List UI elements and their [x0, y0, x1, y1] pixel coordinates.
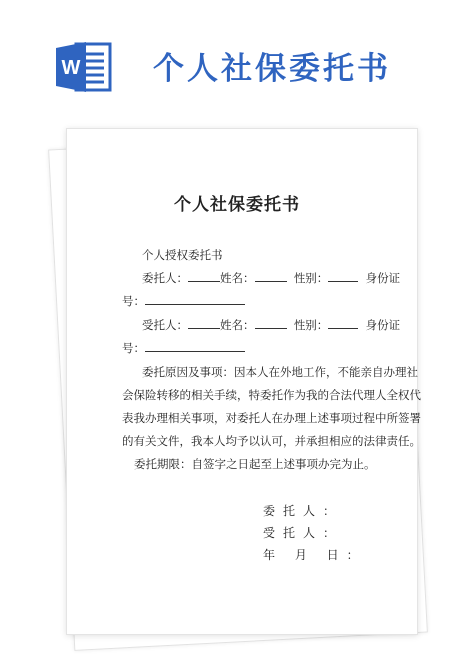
principal-blank — [188, 270, 220, 282]
signature-date: 年 月 日： — [263, 548, 367, 562]
reason-line-4: 的有关文件，我本人均予以认可，并承担相应的法律责任。 — [122, 434, 421, 448]
word-doc-icon — [54, 38, 112, 96]
principal-name-label: 姓名： — [220, 271, 255, 285]
agent-line — [142, 317, 400, 333]
agent-name-label: 姓名： — [220, 318, 255, 332]
reason-line-3: 表我办理相关事项，对委托人在办理上述事项过程中所签署 — [122, 411, 421, 425]
agent-label: 受托人： — [142, 318, 188, 332]
period-line: 委托期限：自签字之日起至上述事项办完为止。 — [134, 457, 376, 471]
agent-gender-blank — [328, 317, 358, 329]
agent-blank — [188, 317, 220, 329]
reason-line-1: 委托原因及事项：因本人在外地工作，不能亲自办理社 — [142, 365, 418, 379]
reason-line-2: 会保险转移的相关手续，特委托作为我的合法代理人全权代 — [122, 388, 421, 402]
agent-id-label-cont: 号： — [122, 341, 145, 355]
principal-gender-blank — [328, 270, 358, 282]
banner — [0, 0, 474, 100]
agent-id-label: 身份证 — [365, 318, 401, 332]
svg-text:W: W — [61, 57, 81, 79]
document-title: 个人社保委托书 — [174, 195, 300, 215]
principal-gender-label: 性别： — [293, 271, 329, 285]
signature-agent: 受托人： — [263, 526, 344, 540]
principal-id-line — [122, 293, 245, 309]
principal-name-blank — [255, 270, 287, 282]
agent-id-blank — [145, 340, 245, 352]
agent-gender-label: 性别： — [293, 318, 329, 332]
principal-label: 委托人： — [142, 271, 188, 285]
agent-id-line — [122, 340, 245, 356]
signature-principal: 委托人： — [263, 504, 344, 518]
principal-id-label: 身份证 — [365, 271, 401, 285]
banner-title: 个人社保委托书 — [153, 51, 391, 87]
document-subtitle: 个人授权委托书 — [142, 248, 223, 262]
principal-id-label-cont: 号： — [122, 294, 145, 308]
principal-id-blank — [145, 293, 245, 305]
principal-line — [142, 270, 400, 286]
agent-name-blank — [255, 317, 287, 329]
